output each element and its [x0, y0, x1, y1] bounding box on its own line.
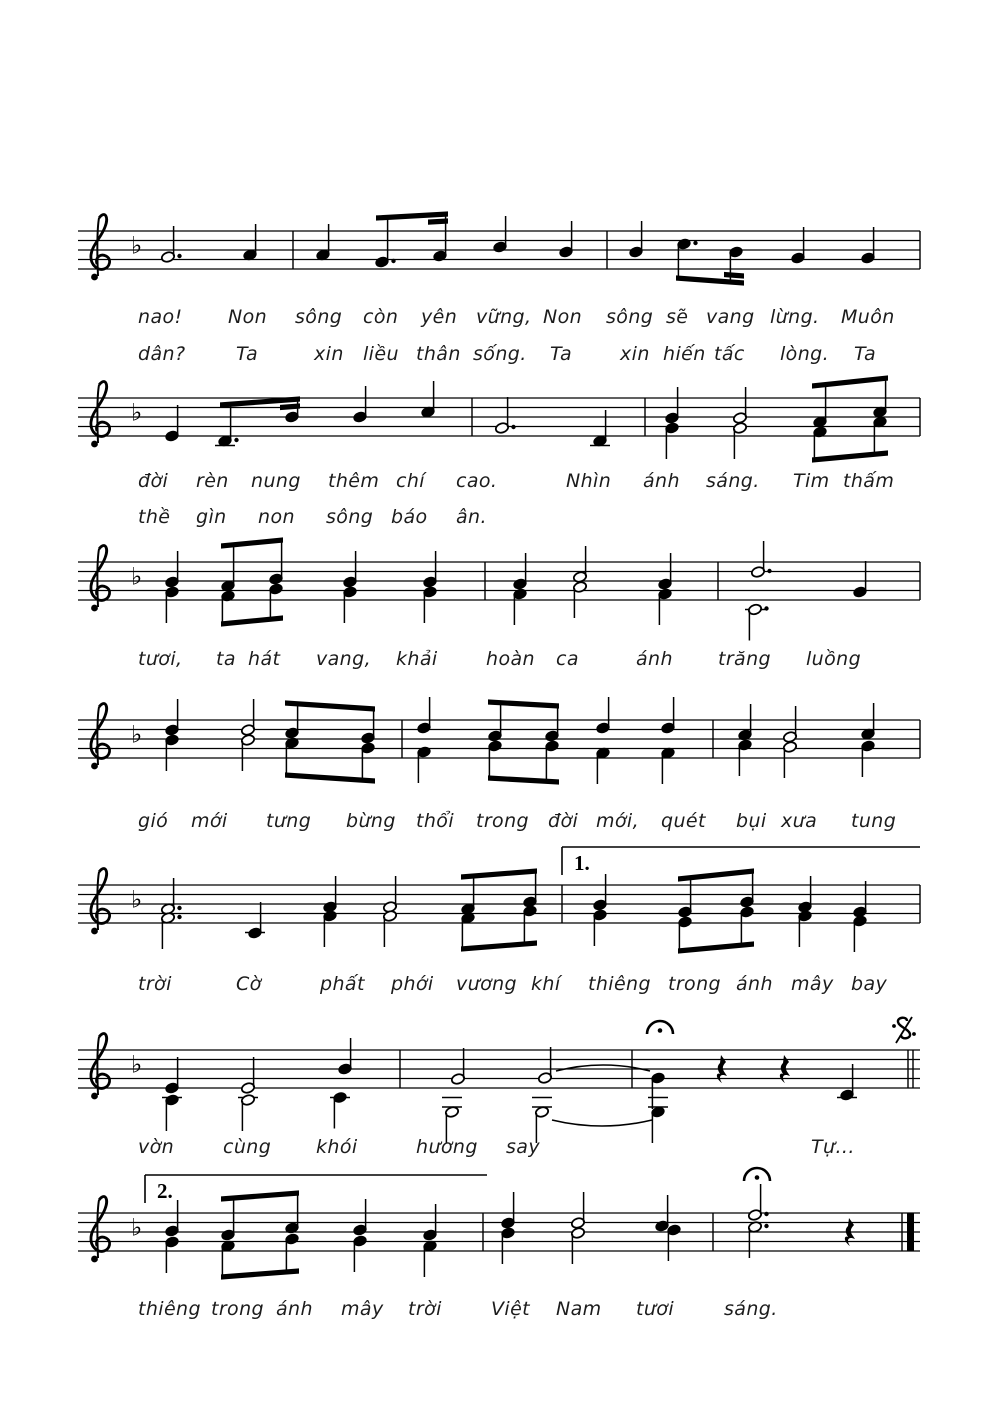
augmentation-dot — [767, 569, 771, 573]
flat-sign: ♭ — [131, 231, 143, 260]
treble-clef-icon — [97, 872, 99, 930]
lyric-word: ánh — [736, 973, 773, 995]
treble-clef-icon — [91, 1197, 110, 1252]
lyric-word: luồng — [806, 648, 862, 670]
lyric-word: ánh — [643, 470, 680, 492]
lyric-word: trời — [138, 973, 172, 995]
lyric-word: tươi, — [138, 648, 183, 670]
lyric-word: sông — [326, 506, 374, 528]
augmentation-dot — [764, 1212, 768, 1216]
lyric-word: chí — [396, 470, 425, 492]
treble-clef-icon — [91, 215, 110, 270]
augmentation-dot — [391, 259, 395, 263]
lyric-word: phất — [320, 973, 365, 995]
treble-clef-icon — [91, 546, 110, 601]
lyric-word: thiêng — [138, 1298, 201, 1320]
lyric-word: bụi — [736, 810, 767, 832]
lyric-word: sông — [606, 306, 654, 328]
beam — [221, 537, 283, 548]
lyric-word: vương — [456, 973, 518, 995]
lyric-word: Ta — [854, 343, 877, 365]
lyric-word: khí — [531, 973, 561, 995]
lyric-word: trong — [476, 810, 529, 832]
lyric-word: mới — [191, 810, 228, 832]
treble-clef-icon — [91, 704, 110, 759]
lyric-word: rèn — [196, 470, 229, 492]
lyric-word: trong — [668, 973, 721, 995]
lyric-word: Nhìn — [566, 470, 612, 492]
beam — [678, 868, 754, 881]
lyric-word: gió — [138, 810, 169, 832]
lyric-word: trong — [211, 1298, 264, 1320]
flat-sign: ♭ — [131, 720, 143, 749]
lyric-word: nung — [251, 470, 301, 492]
augmentation-dot — [177, 254, 181, 258]
lyric-word: xưa — [781, 810, 818, 832]
lyric-word: khói — [316, 1136, 358, 1158]
lyric-word: ca — [556, 648, 579, 670]
treble-clef-icon — [91, 928, 98, 935]
tie — [556, 1065, 650, 1071]
lyric-word: mây — [341, 1298, 384, 1320]
lyric-word: Cờ — [236, 973, 262, 995]
lyric-word: dân? — [138, 343, 186, 365]
final-barline — [907, 1213, 914, 1251]
treble-clef-icon — [91, 1093, 98, 1100]
lyric-word: thổi — [416, 810, 454, 832]
lyric-word: phới — [391, 973, 434, 995]
lyric-word: cùng — [223, 1136, 272, 1158]
lyric-word: Ta — [550, 343, 573, 365]
lyric-word: sẽ — [666, 306, 689, 328]
lyric-word: vang, — [316, 648, 372, 670]
beam — [221, 1268, 299, 1279]
lyric-word: Nam — [556, 1298, 602, 1320]
lyric-word: thề — [138, 506, 171, 528]
lyric-word: ân. — [456, 506, 487, 528]
lyric-word: tung — [851, 810, 897, 832]
augmentation-dot — [234, 438, 238, 442]
lyric-word: ta — [216, 648, 236, 670]
flat-sign: ♭ — [131, 1213, 143, 1242]
flat-sign: ♭ — [131, 398, 143, 427]
segno-icon — [912, 1032, 916, 1036]
lyric-word: thêm — [328, 470, 380, 492]
tie — [552, 1120, 652, 1126]
lyric-word: gìn — [196, 506, 227, 528]
lyric-word: yên — [421, 306, 458, 328]
lyric-word: còn — [363, 306, 399, 328]
beam — [724, 272, 744, 279]
treble-clef-icon — [91, 1256, 98, 1263]
beam — [285, 700, 375, 711]
treble-clef-icon — [97, 1200, 99, 1258]
lyric-word: hương — [416, 1136, 478, 1158]
lyric-word: vờn — [138, 1136, 175, 1158]
treble-clef-icon — [91, 382, 110, 437]
treble-clef-icon — [91, 441, 98, 448]
lyric-word: quét — [661, 810, 706, 832]
lyric-word: sáng. — [724, 1298, 778, 1320]
lyric-word: báo — [391, 506, 428, 528]
beam — [285, 772, 375, 783]
lyric-word: sáng. — [706, 470, 760, 492]
beam — [461, 868, 537, 879]
lyric-word: vang — [706, 306, 755, 328]
lyric-word: bừng — [346, 810, 396, 832]
lyric-word: sống. — [473, 343, 527, 365]
lyric-word: Việt — [491, 1298, 531, 1320]
lyric-word: tươi — [636, 1298, 674, 1320]
lyric-word: liều — [363, 343, 399, 365]
fermata-icon — [755, 1175, 760, 1180]
augmentation-dot — [511, 425, 515, 429]
treble-clef-icon — [97, 1037, 99, 1095]
lyric-word: mới, — [596, 810, 640, 832]
lyric-word: thiêng — [588, 973, 651, 995]
lyric-word: cao. — [456, 470, 498, 492]
lyric-word: thân — [416, 343, 461, 365]
lyric-word: đời — [138, 470, 169, 492]
lyric-word: nao! — [138, 306, 183, 328]
beam — [488, 775, 559, 784]
lyric-word: đời — [548, 810, 579, 832]
lyric-word: mây — [791, 973, 834, 995]
lyric-word: non — [258, 506, 295, 528]
beam — [221, 615, 283, 626]
lyric-word: Muôn — [841, 306, 895, 328]
lyric-word: lừng. — [770, 306, 820, 328]
lyric-word: tấc — [714, 343, 745, 365]
treble-clef-icon — [91, 1034, 110, 1089]
augmentation-dot — [177, 906, 181, 910]
treble-clef-icon — [97, 385, 99, 443]
augmentation-dot — [764, 606, 768, 610]
augmentation-dot — [764, 1224, 768, 1228]
flat-sign: ♭ — [131, 1050, 143, 1079]
lyric-word: xin — [620, 343, 650, 365]
treble-clef-icon — [97, 218, 99, 276]
beam — [812, 450, 888, 462]
lyric-word: tưng — [266, 810, 312, 832]
lyric-word: Ta — [236, 343, 259, 365]
lyric-word: khải — [396, 648, 438, 670]
lyric-word: vững, — [476, 306, 532, 328]
lyric-word: trời — [408, 1298, 442, 1320]
volta-label: 1. — [574, 851, 590, 875]
treble-clef-icon — [91, 869, 110, 924]
flat-sign: ♭ — [131, 885, 143, 914]
lyric-word: Non — [228, 306, 268, 328]
lyric-word: hoàn — [486, 648, 535, 670]
augmentation-dot — [177, 915, 181, 919]
fermata-icon — [658, 1028, 663, 1033]
treble-clef-icon — [91, 763, 98, 770]
lyric-word: sông — [295, 306, 343, 328]
lyric-word: Tim — [793, 470, 830, 492]
segno-icon — [892, 1024, 896, 1028]
lyric-word: Tự... — [811, 1136, 855, 1158]
beam — [488, 699, 559, 708]
treble-clef-icon — [97, 549, 99, 607]
treble-clef-icon — [91, 274, 98, 281]
beam — [461, 940, 537, 951]
lyric-word: ánh — [636, 648, 673, 670]
beam — [221, 1190, 299, 1201]
treble-clef-icon — [97, 707, 99, 765]
flat-sign: ♭ — [131, 562, 143, 591]
lyric-word: say — [506, 1136, 540, 1158]
lyric-word: bay — [851, 973, 888, 995]
lyric-word: hát — [248, 648, 281, 670]
lyric-word: hiến — [663, 343, 706, 365]
lyric-word: Non — [543, 306, 583, 328]
beam — [812, 375, 888, 388]
treble-clef-icon — [91, 605, 98, 612]
volta-label: 2. — [157, 1179, 173, 1203]
lyric-word: trăng — [718, 648, 772, 670]
lyric-word: ánh — [276, 1298, 313, 1320]
beam — [678, 941, 754, 953]
lyric-word: xin — [314, 343, 344, 365]
lyric-word: lòng. — [780, 343, 830, 365]
lyric-word: thấm — [843, 470, 895, 492]
augmentation-dot — [693, 241, 697, 245]
